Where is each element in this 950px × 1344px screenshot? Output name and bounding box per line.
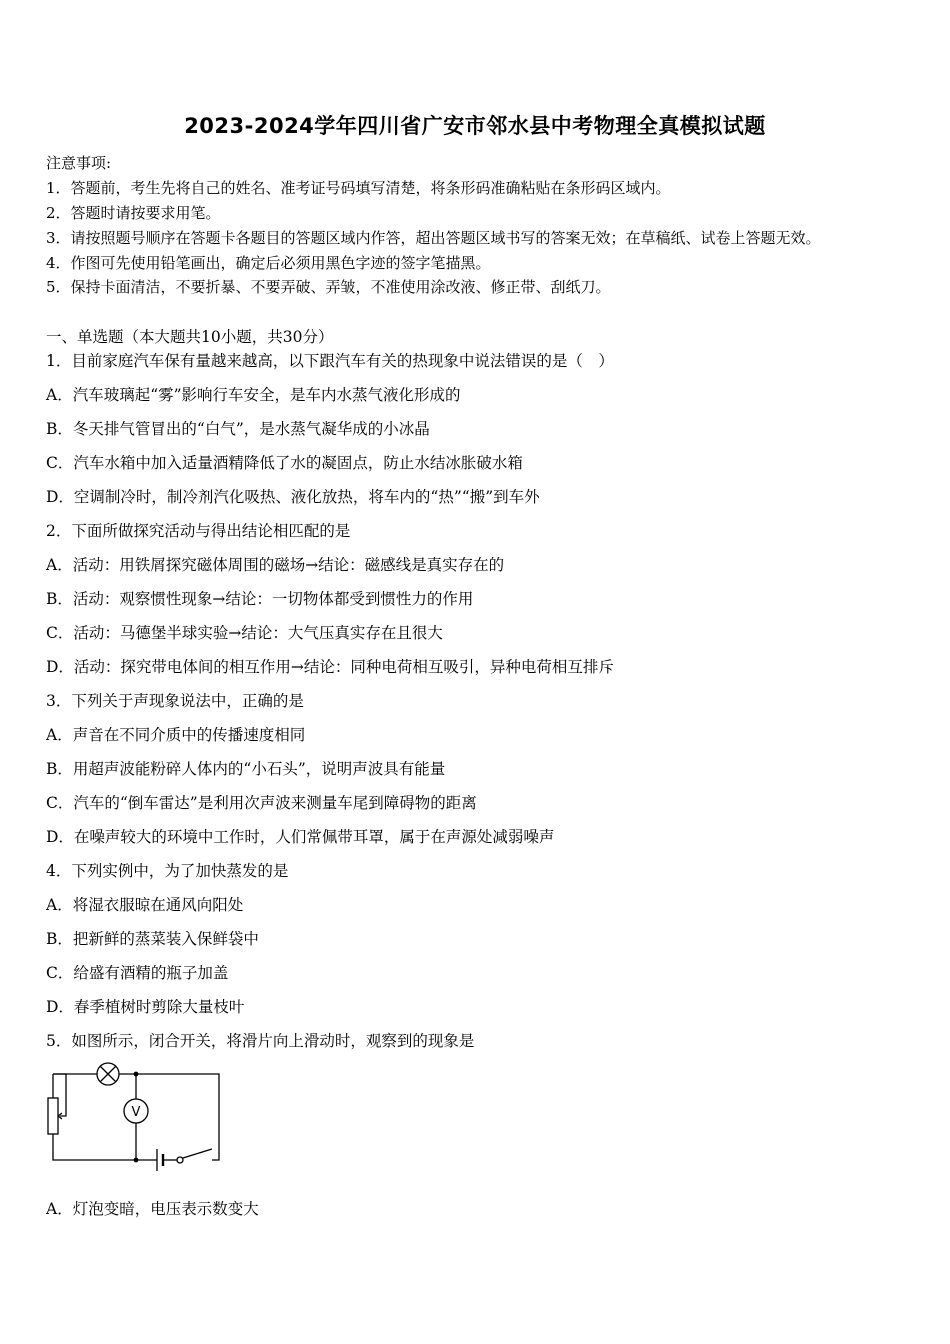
rheostat-icon xyxy=(48,1074,66,1134)
notice-item: 3．请按照题号顺序在答题卡各题目的答题区域内作答，超出答题区域书写的答案无效；在草稿纸、试卷上答题无效。 xyxy=(46,229,821,247)
question-option: C．汽车的“倒车雷达”是利用次声波来测量车尾到障碍物的距离 xyxy=(46,794,477,812)
question-option: D．活动：探究带电体间的相互作用→结论：同种电荷相互吸引，异种电荷相互排斥 xyxy=(46,658,614,676)
question-stem: 2．下面所做探究活动与得出结论相匹配的是 xyxy=(46,522,351,540)
question-option: D．空调制冷时，制冷剂汽化吸热、液化放热，将车内的“热”“搬”到车外 xyxy=(46,488,540,506)
voltmeter-label: V xyxy=(131,1105,141,1120)
junction-dot xyxy=(134,1072,139,1077)
question-option: D．在噪声较大的环境中工作时，人们常佩带耳罩，属于在声源处减弱噪声 xyxy=(46,828,555,846)
question-option: A．灯泡变暗，电压表示数变大 xyxy=(46,1200,259,1218)
question-stem: 5．如图所示，闭合开关，将滑片向上滑动时，观察到的现象是 xyxy=(46,1032,475,1050)
switch-icon xyxy=(177,1149,217,1163)
section-heading: 一、单选题（本大题共10小题，共30分） xyxy=(46,328,334,346)
notice-heading: 注意事项: xyxy=(46,154,112,172)
notice-item: 2．答题时请按要求用笔。 xyxy=(46,204,221,222)
notice-item: 4．作图可先使用铅笔画出，确定后必须用黑色字迹的签字笔描黑。 xyxy=(46,254,491,272)
question-option: B．把新鲜的蒸菜装入保鲜袋中 xyxy=(46,930,259,948)
circuit-diagram xyxy=(40,1060,230,1175)
junction-dot xyxy=(134,1158,139,1163)
question-option: B．用超声波能粉碎人体内的“小石头”，说明声波具有能量 xyxy=(46,760,446,778)
question-option: A．声音在不同介质中的传播速度相同 xyxy=(46,726,306,744)
question-option: A．汽车玻璃起“雾”影响行车安全，是车内水蒸气液化形成的 xyxy=(46,386,461,404)
battery-icon xyxy=(157,1149,163,1171)
question-option: D．春季植树时剪除大量枝叶 xyxy=(46,998,245,1016)
question-stem: 4．下列实例中，为了加快蒸发的是 xyxy=(46,862,289,880)
voltmeter-icon xyxy=(124,1099,148,1123)
question-option: A．将湿衣服晾在通风向阳处 xyxy=(46,896,244,914)
page-title: 2023-2024学年四川省广安市邻水县中考物理全真模拟试题 xyxy=(184,114,766,138)
notice-item: 1．答题前，考生先将自己的姓名、准考证号码填写清楚，将条形码准确粘贴在条形码区域内。 xyxy=(46,179,671,197)
question-option: B．冬天排气管冒出的“白气”，是水蒸气凝华成的小冰晶 xyxy=(46,420,430,438)
circuit-wire xyxy=(53,1134,157,1160)
question-option: C．给盛有酒精的瓶子加盖 xyxy=(46,964,229,982)
question-option: A．活动：用铁屑探究磁体周围的磁场→结论：磁感线是真实存在的 xyxy=(46,556,505,574)
question-option: C．活动：马德堡半球实验→结论：大气压真实存在且很大 xyxy=(46,624,443,642)
question-option: B．活动：观察惯性现象→结论：一切物体都受到惯性力的作用 xyxy=(46,590,474,608)
notice-item: 5．保持卡面清洁，不要折暴、不要弄破、弄皱，不准使用涂改液、修正带、刮纸刀。 xyxy=(46,278,611,296)
question-stem: 1．目前家庭汽车保有量越来越高，以下跟汽车有关的热现象中说法错误的是（ ） xyxy=(46,352,614,370)
lamp-icon xyxy=(97,1063,119,1085)
question-stem: 3．下列关于声现象说法中，正确的是 xyxy=(46,692,304,710)
question-option: C．汽车水箱中加入适量酒精降低了水的凝固点，防止水结冰胀破水箱 xyxy=(46,454,523,472)
